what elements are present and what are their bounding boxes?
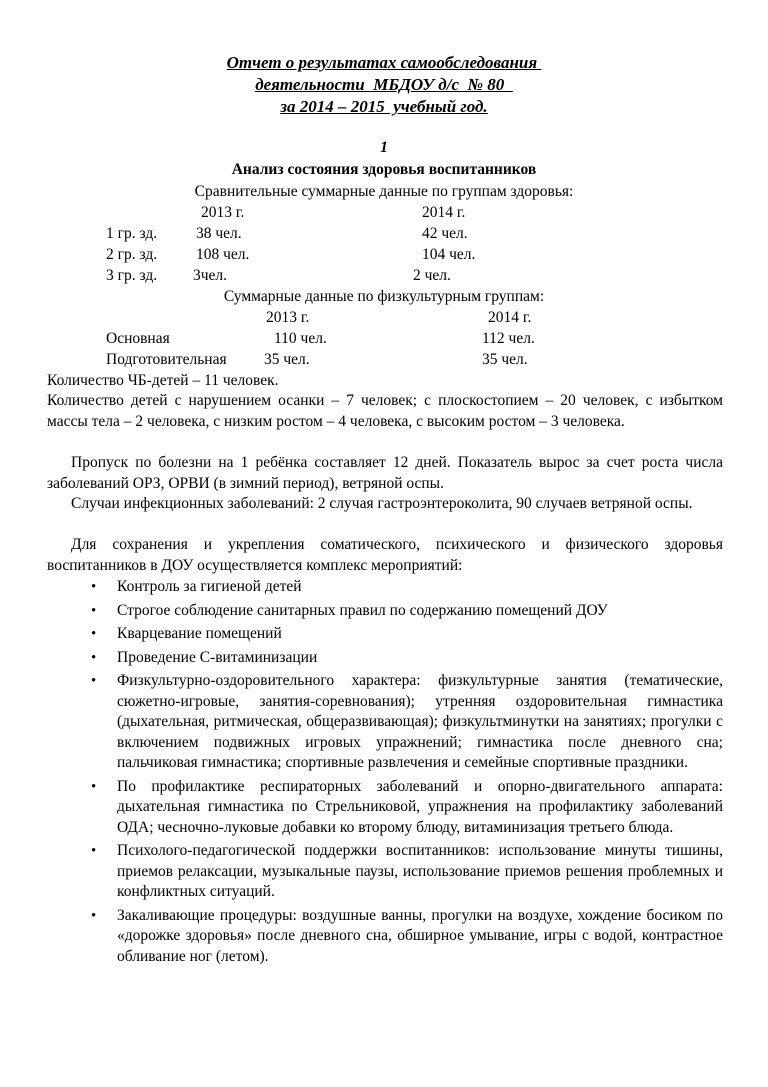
list-item [88,671,723,774]
phys-row-2013: 35 чел. [264,351,310,368]
posture-text: Количество детей с нарушением осанки – 7 человек; с плоскостопием – 20 человек, с избытком массы тела – 2 человека, с низким ростом – 4 человека, с высоким ростом – 3 человека. [47,392,723,430]
bullet-icon: • [91,579,97,595]
list-item-text: Кварцевание помещений [117,625,282,642]
health-row-2014: 104 чел. [422,246,476,263]
health-row-2014: 2 чел. [413,267,451,284]
list-item [88,777,723,839]
bullet-icon: • [91,602,97,619]
phys-row-2014: 35 чел. [482,351,528,368]
health-row-label: 3 гр. зд. [106,267,158,284]
health-row-label: 1 гр. зд. [106,225,158,242]
list-item [88,841,723,903]
phys-col-2013: 2013 г. [266,309,310,326]
measures-list [88,577,723,970]
list-item [88,624,723,645]
list-item-text: Строгое соблюдение санитарных правил по содержанию помещений ДОУ [117,601,608,619]
list-item [88,906,723,968]
health-col-2013: 2013 г. [201,204,245,221]
section-number: 1 [380,139,388,156]
bullet-icon: • [91,843,97,859]
list-item-text: Физкультурно-оздоровительного характера: физкультурные занятия (тематические, сюжетно-игровые, занятия-соревнования); утренняя оздоровительная гимнастика (дыхательная, ритмическая, общеразвивающая); физкультминутки на занятиях; прогулки с включением подвижных игровых упражнений; гимнастика после дневного сна; пальчиковая гимнастика; спортивные развлечения и семейные спортивные праздники. [117,672,723,771]
list-item [88,577,723,598]
phys-col-2014: 2014 г. [488,309,532,326]
report-title-line-2: деятельности МБДОУ д/с № 80 [255,75,513,94]
bullet-icon: • [91,649,97,666]
list-item-text: Контроль за гигиеной детей [117,578,302,595]
list-item-text: По профилактике респираторных заболеваний и опорно-двигательного аппарата: дыхательная гимнастика по Стрельниковой, упражнения на профилактику заболеваний ОДА; чесночно-луковые добавки ко второму блюду, витаминизация третьего блюда. [117,777,723,836]
health-row-2014: 42 чел. [422,225,468,242]
health-row-2013: 108 чел. [196,246,250,263]
list-item-text: Психолого-педагогической поддержки воспитанников: использование минуты тишины, приемов релаксации, музыкальные паузы, использование приемов решения проблемных и конфликтных ситуаций. [117,842,723,900]
phys-row-label: Основная [106,330,170,347]
health-groups-caption: Сравнительные суммарные данные по группам здоровья: [194,183,574,200]
report-title-line-1: Отчет о результатах самообследования [226,53,542,72]
infections-text: Случаи инфекционных заболеваний: 2 случая гастроэнтероколита, 90 случаев ветряной оспы. [71,495,693,512]
measures-intro-text: Для сохранения и укрепления соматического, психического и физического здоровья воспитанников в ДОУ осуществляется комплекс мероприятий: [47,536,723,574]
list-item [88,601,723,622]
bullet-icon: • [91,778,97,795]
list-item-text: Закаливающие процедуры: воздушные ванны, прогулки на воздухе, хождение босиком по «дорожке здоровья» после дневного сна, обширное умывание, игры с водой, контрастное обливание ног (летом). [117,906,723,965]
health-row-2013: 3чел. [193,267,228,284]
bullet-icon: • [91,626,97,642]
bullet-icon: • [91,673,97,689]
section-heading: Анализ состояния здоровья воспитанников [231,161,537,178]
phys-row-2014: 112 чел. [482,330,535,347]
absence-text: Пропуск по болезни на 1 ребёнка составляет 12 дней. Показатель вырос за счет роста числа заболеваний ОРЗ, ОРВИ (в зимний период), ветряной оспы. [47,454,723,492]
phys-row-label: Подготовительная [106,351,227,368]
health-col-2014: 2014 г. [422,204,466,221]
health-row-2013: 38 чел. [196,225,242,242]
phys-groups-caption: Суммарные данные по физкультурным группам: [223,288,545,305]
cb-children-text: Количество ЧБ-детей – 11 человек. [47,372,279,389]
list-item [88,648,723,669]
bullet-icon: • [91,907,97,924]
report-title-line-3: за 2014 – 2015 учебный год. [280,97,488,116]
phys-row-2013: 110 чел. [274,330,327,347]
list-item-text: Проведение С-витаминизации [117,648,318,666]
health-row-label: 2 гр. зд. [106,246,158,263]
